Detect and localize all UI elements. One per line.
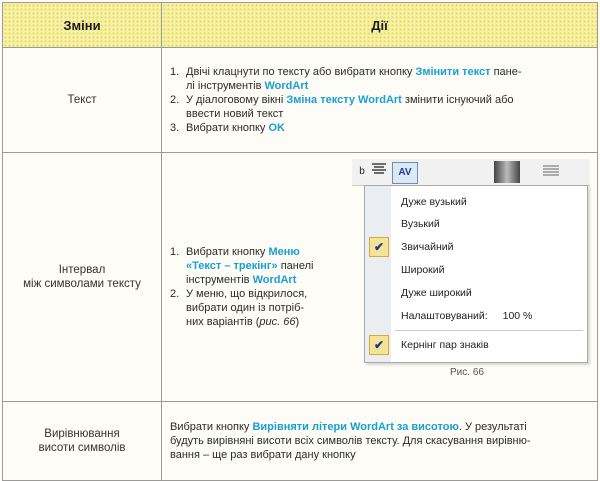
- menu-item-very-tight[interactable]: Дуже вузький: [401, 196, 467, 208]
- menu-item-normal[interactable]: Звичайний: [401, 241, 454, 253]
- tracking-menu: [364, 185, 588, 363]
- table-row-text: [3, 48, 598, 153]
- list-item: 3. Вибрати кнопку OK: [170, 122, 285, 134]
- row-actions-interval: [162, 153, 598, 402]
- character-spacing-button[interactable]: AV: [392, 162, 418, 184]
- row-label-text: Текст: [3, 48, 162, 153]
- menu-item-tight[interactable]: Вузький: [401, 218, 440, 230]
- menu-item-custom[interactable]: Налаштовуваний: 100 %: [401, 310, 533, 322]
- figure-caption: Рис. 66: [450, 367, 484, 378]
- list-item: 2. У меню, що відкрилося, вибрати один із потріб- них варіантів (рис. 66): [170, 288, 308, 328]
- row-label-interval: Інтервал між символами тексту: [3, 153, 162, 402]
- check-icon: ✔: [369, 237, 389, 257]
- lines-icon[interactable]: [540, 162, 562, 182]
- toolbar-b-button[interactable]: b: [359, 166, 365, 177]
- menu-item-loose[interactable]: Широкий: [401, 264, 445, 276]
- row-label-align: Вирівнювання висоти символів: [3, 402, 162, 481]
- toolbar-shaded-button[interactable]: [494, 161, 520, 183]
- menu-separator: [395, 330, 583, 331]
- steps-list: [170, 245, 366, 329]
- list-item: 2. У діалоговому вікні Зміна тексту WordArt змінити існуючий або ввести новий текст: [170, 94, 514, 120]
- header-actions: Дії: [162, 3, 598, 48]
- align-description: Вибрати кнопку Вирівняти літери WordArt за висотою. У результаті будуть вирівняні висоти всіх символів тексту. Для скасування вирівню- вання – ще раз вибрати дану кнопку: [170, 421, 531, 461]
- row-actions-text: [162, 48, 598, 153]
- list-item: 1. Вибрати кнопку Меню «Текст – трекінг» панелі інструментів WordArt: [170, 246, 314, 286]
- check-icon: ✔: [369, 335, 389, 355]
- align-icon[interactable]: [370, 162, 388, 182]
- changes-table: [2, 2, 598, 481]
- list-item: 1. Двічі клацнути по тексту або вибрати кнопку Змінити текст пане- лі інструментів WordArt: [170, 66, 522, 92]
- table-row-interval: [3, 153, 598, 402]
- steps-list: [170, 65, 587, 135]
- menu-item-kerning[interactable]: Кернінг пар знаків: [401, 339, 489, 351]
- row-actions-align: [162, 402, 598, 481]
- custom-value: 100 %: [502, 310, 533, 322]
- header-changes: Зміни: [3, 3, 162, 48]
- menu-item-very-loose[interactable]: Дуже широкий: [401, 287, 472, 299]
- header-row: [3, 3, 598, 48]
- figure-66-screenshot: [352, 153, 598, 401]
- table-row-align: [3, 402, 598, 481]
- wordart-toolbar: [352, 159, 590, 186]
